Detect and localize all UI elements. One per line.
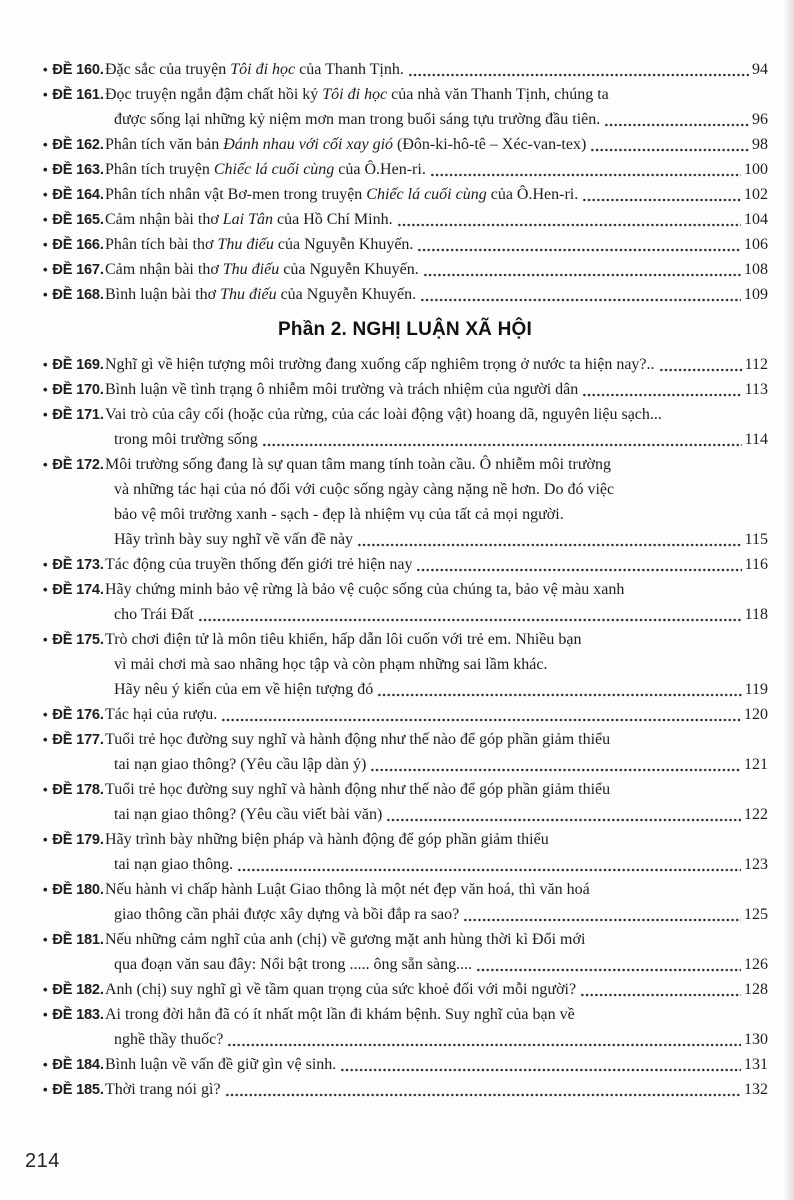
entry-page-number: 116 xyxy=(744,556,768,573)
toc-entry-line xyxy=(42,752,768,777)
text-segment: Phân tích nhân vật Bơ-men trong truyện xyxy=(105,186,367,203)
toc-entry-line xyxy=(42,132,768,157)
text-segment: tai nạn giao thông? (Yêu cầu lập dàn ý) xyxy=(114,756,367,773)
bullet-icon: • xyxy=(43,1007,48,1022)
text-segment: Tuổi trẻ học đường suy nghĩ và hành động như thế nào để góp phần giảm thiểu xyxy=(105,781,611,798)
entry-number: ĐỀ 163. xyxy=(52,162,104,178)
bullet-icon: • xyxy=(43,882,48,897)
dot-leader xyxy=(604,120,749,132)
entry-text xyxy=(105,452,611,477)
entry-text xyxy=(114,427,258,452)
entry-label xyxy=(42,207,105,232)
dot-leader xyxy=(225,1090,741,1102)
toc-entry-line xyxy=(42,1077,768,1102)
entry-text xyxy=(105,352,655,377)
bullet-icon: • xyxy=(43,632,48,647)
entry-text xyxy=(114,652,547,677)
text-segment: Vai trò của cây cối (hoặc của rừng, của các loài động vật) hoang dã, nguyên liệu sạch... xyxy=(105,406,662,423)
toc-entry xyxy=(42,1077,768,1102)
toc-entry-line xyxy=(42,157,768,182)
toc-entry xyxy=(42,132,768,157)
entry-label xyxy=(42,1077,105,1102)
toc-entry xyxy=(42,232,768,257)
entry-number: ĐỀ 172. xyxy=(52,457,104,473)
toc-entry-line xyxy=(42,527,768,552)
dot-leader xyxy=(423,270,741,282)
entry-number: ĐỀ 185. xyxy=(52,1082,104,1098)
entry-number: ĐỀ 177. xyxy=(52,732,104,748)
toc-entry xyxy=(42,727,768,777)
entry-text xyxy=(105,1002,575,1027)
dot-leader xyxy=(370,765,741,777)
text-segment: tai nạn giao thông? (Yêu cầu viết bài văn) xyxy=(114,806,383,823)
bullet-icon: • xyxy=(43,212,48,227)
toc-entry-line xyxy=(42,877,768,902)
entry-page-number: 112 xyxy=(744,356,768,373)
entry-text xyxy=(114,527,353,552)
entry-text xyxy=(105,82,609,107)
entry-page-number: 125 xyxy=(744,906,768,923)
entry-text xyxy=(105,132,586,157)
entry-number: ĐỀ 160. xyxy=(52,62,104,78)
text-segment: của Nguyễn Khuyến. xyxy=(273,236,414,253)
text-segment: Bình luận bài thơ xyxy=(105,286,221,303)
entry-text xyxy=(114,502,564,527)
bullet-icon: • xyxy=(43,87,48,102)
bullet-icon: • xyxy=(43,187,48,202)
toc-entry-line xyxy=(42,852,768,877)
entry-label xyxy=(42,927,105,952)
entry-number: ĐỀ 168. xyxy=(52,287,104,303)
toc-entry-line xyxy=(42,452,768,477)
text-segment: Phân tích văn bản xyxy=(105,136,224,153)
toc-entry xyxy=(42,927,768,977)
entry-number: ĐỀ 181. xyxy=(52,932,104,948)
entry-number: ĐỀ 169. xyxy=(52,357,104,373)
text-segment: Nếu hành vi chấp hành Luật Giao thông là một nét đẹp văn hoá, thì văn hoá xyxy=(105,881,590,898)
bullet-icon: • xyxy=(43,707,48,722)
toc-entry-line xyxy=(42,402,768,427)
toc-entry xyxy=(42,257,768,282)
text-segment: Nghĩ gì về hiện tượng môi trường đang xuống cấp nghiêm trọng ở nước ta hiện nay?.. xyxy=(105,356,655,373)
entry-text xyxy=(105,777,610,802)
bullet-icon: • xyxy=(43,382,48,397)
toc-entry-line xyxy=(42,107,768,132)
bullet-icon: • xyxy=(43,982,48,997)
entry-number: ĐỀ 161. xyxy=(52,87,104,103)
entry-label xyxy=(42,1052,105,1077)
entry-page-number: 122 xyxy=(744,806,768,823)
entry-page-number: 132 xyxy=(744,1081,768,1098)
toc-part2-social-essay-entries xyxy=(42,352,768,1102)
bullet-icon: • xyxy=(43,287,48,302)
text-segment: của Thanh Tịnh. xyxy=(295,61,404,78)
text-segment: bảo vệ môi trường xanh - sạch - đẹp là nhiệm vụ của tất cả mọi người. xyxy=(114,506,564,523)
toc-entry xyxy=(42,352,768,377)
text-segment: cho Trái Đất xyxy=(114,606,194,623)
toc-entry-line xyxy=(42,677,768,702)
text-segment: của Ô.Hen-ri. xyxy=(486,186,579,203)
text-segment: nghề thầy thuốc? xyxy=(114,1031,224,1048)
toc-entry-line xyxy=(42,902,768,927)
entry-label xyxy=(42,257,105,282)
entry-text xyxy=(114,852,233,877)
entry-page-number: 108 xyxy=(744,261,768,278)
text-segment: Anh (chị) suy nghĩ gì về tầm quan trọng của sức khoẻ đối với mỗi người? xyxy=(105,981,577,998)
entry-number: ĐỀ 174. xyxy=(52,582,104,598)
toc-entry xyxy=(42,1052,768,1077)
entry-label xyxy=(42,827,105,852)
entry-number: ĐỀ 176. xyxy=(52,707,104,723)
text-segment: Trò chơi điện tử là môn tiêu khiển, hấp dẫn lôi cuốn với trẻ em. Nhiều bạn xyxy=(105,631,582,648)
entry-text xyxy=(105,207,393,232)
toc-entry-line xyxy=(42,257,768,282)
work-title: Chiếc lá cuối cùng xyxy=(213,161,335,178)
entry-label xyxy=(42,452,105,477)
text-segment: của Ô.Hen-ri. xyxy=(334,161,426,178)
entry-label xyxy=(42,132,105,157)
page-number-footer: 214 xyxy=(25,1150,60,1172)
work-title: Chiếc lá cuối cùng xyxy=(366,186,487,203)
entry-page-number: 121 xyxy=(744,756,768,773)
toc-entry-line xyxy=(42,777,768,802)
work-title: Lai Tân xyxy=(222,211,274,228)
dot-leader xyxy=(582,390,741,402)
entry-number: ĐỀ 182. xyxy=(52,982,104,998)
work-title: Tôi đi học xyxy=(230,61,296,78)
entry-page-number: 123 xyxy=(744,856,768,873)
text-segment: Hãy chứng minh bảo vệ rừng là bảo vệ cuộc sống của chúng ta, bảo vệ màu xanh xyxy=(105,581,625,598)
toc-entry-line xyxy=(42,802,768,827)
toc-entry xyxy=(42,282,768,307)
bullet-icon: • xyxy=(43,732,48,747)
text-segment: Tác động của truyền thống đến giới trẻ hiện nay xyxy=(105,556,413,573)
toc-entry-line xyxy=(42,952,768,977)
entry-text xyxy=(105,877,590,902)
toc-entry-line xyxy=(42,627,768,652)
dot-leader xyxy=(463,915,741,927)
entry-label xyxy=(42,627,105,652)
toc-entry-line xyxy=(42,82,768,107)
entry-text xyxy=(105,232,413,257)
toc-entry xyxy=(42,827,768,877)
entry-page-number: 96 xyxy=(752,111,768,128)
toc-entry xyxy=(42,1002,768,1052)
toc-entry xyxy=(42,82,768,132)
text-segment: Ai trong đời hẳn đã có ít nhất một lần đi khám bệnh. Suy nghĩ của bạn về xyxy=(105,1006,575,1023)
toc-entry xyxy=(42,452,768,552)
bullet-icon: • xyxy=(43,557,48,572)
toc-entry-line xyxy=(42,207,768,232)
entry-text xyxy=(105,377,578,402)
entry-text xyxy=(114,107,600,132)
toc-entry-line xyxy=(42,477,768,502)
bullet-icon: • xyxy=(43,262,48,277)
entry-label xyxy=(42,182,105,207)
bullet-icon: • xyxy=(43,357,48,372)
entry-page-number: 106 xyxy=(744,236,768,253)
entry-label xyxy=(42,157,105,182)
text-segment: qua đoạn văn sau đây: Nổi bật trong ..... ông sẵn sàng.... xyxy=(114,956,473,973)
text-segment: trong môi trường sống xyxy=(114,431,258,448)
entry-text xyxy=(105,1052,336,1077)
toc-entry xyxy=(42,702,768,727)
text-segment: và những tác hại của nó đối với cuộc sống ngày càng nặng nề hơn. Do đó việc xyxy=(114,481,615,498)
text-segment: vì mải chơi mà sao nhãng học tập và còn phạm những sai lầm khác. xyxy=(114,656,548,673)
text-segment: Phân tích bài thơ xyxy=(105,236,218,253)
text-segment: Đặc sắc của truyện xyxy=(105,61,231,78)
dot-leader xyxy=(408,70,749,82)
text-segment: (Đôn-ki-hô-tê – Xéc-van-tex) xyxy=(393,136,587,153)
bullet-icon: • xyxy=(43,1082,48,1097)
toc-entry-line xyxy=(42,502,768,527)
entry-number: ĐỀ 180. xyxy=(52,882,104,898)
text-segment: Bình luận về vấn đề giữ gìn vệ sinh. xyxy=(105,1056,337,1073)
bullet-icon: • xyxy=(43,162,48,177)
entry-page-number: 115 xyxy=(744,531,768,548)
toc-entry-line xyxy=(42,552,768,577)
entry-text xyxy=(105,627,581,652)
dot-leader xyxy=(262,440,742,452)
entry-text xyxy=(105,977,576,1002)
toc-entry-line xyxy=(42,702,768,727)
toc-entry-line xyxy=(42,282,768,307)
entry-page-number: 98 xyxy=(752,136,768,153)
dot-leader xyxy=(397,220,741,232)
toc-entry xyxy=(42,627,768,702)
dot-leader xyxy=(386,815,741,827)
dot-leader xyxy=(590,145,749,157)
entry-number: ĐỀ 170. xyxy=(52,382,104,398)
entry-label xyxy=(42,577,105,602)
entry-text xyxy=(105,257,419,282)
entry-text xyxy=(114,602,194,627)
entry-label xyxy=(42,232,105,257)
entry-page-number: 104 xyxy=(744,211,768,228)
bullet-icon: • xyxy=(43,832,48,847)
toc-entry-line xyxy=(42,1002,768,1027)
toc-entry-line xyxy=(42,977,768,1002)
entry-page-number: 114 xyxy=(744,431,768,448)
entry-label xyxy=(42,552,105,577)
bullet-icon: • xyxy=(43,1057,48,1072)
toc-entry-line xyxy=(42,182,768,207)
entry-number: ĐỀ 178. xyxy=(52,782,104,798)
entry-number: ĐỀ 164. xyxy=(52,187,104,203)
toc-entry-line xyxy=(42,652,768,677)
entry-label xyxy=(42,57,105,82)
text-segment: Hãy trình bày suy nghĩ về vấn đề này xyxy=(114,531,354,548)
entry-text xyxy=(114,677,373,702)
entry-text xyxy=(105,282,416,307)
dot-leader xyxy=(198,615,742,627)
entry-page-number: 128 xyxy=(744,981,768,998)
bullet-icon: • xyxy=(43,457,48,472)
text-segment: Tuổi trẻ học đường suy nghĩ và hành động như thế nào để góp phần giảm thiểu xyxy=(105,731,611,748)
work-title: Tôi đi học xyxy=(322,86,388,103)
entry-page-number: 126 xyxy=(744,956,768,973)
entry-page-number: 131 xyxy=(744,1056,768,1073)
toc-entry-line xyxy=(42,427,768,452)
entry-label xyxy=(42,82,105,107)
text-segment: của Hồ Chí Minh. xyxy=(273,211,393,228)
toc-entry xyxy=(42,402,768,452)
text-segment: tai nạn giao thông. xyxy=(114,856,234,873)
entry-text xyxy=(105,182,578,207)
toc-entry xyxy=(42,777,768,827)
dot-leader xyxy=(582,195,741,207)
text-segment: Thời trang nói gì? xyxy=(105,1081,221,1098)
entry-text xyxy=(114,477,614,502)
entry-page-number: 118 xyxy=(744,606,768,623)
dot-leader xyxy=(357,540,742,552)
entry-number: ĐỀ 173. xyxy=(52,557,104,573)
toc-entry-line xyxy=(42,827,768,852)
toc-entry xyxy=(42,207,768,232)
toc-entry xyxy=(42,577,768,627)
toc-part1-literature-entries xyxy=(42,57,768,307)
work-title: Đánh nhau với cối xay gió xyxy=(223,136,394,153)
entry-number: ĐỀ 166. xyxy=(52,237,104,253)
toc-entry-line xyxy=(42,232,768,257)
entry-label xyxy=(42,977,105,1002)
text-segment: Bình luận về tình trạng ô nhiễm môi trường và trách nhiệm của người dân xyxy=(105,381,579,398)
entry-text xyxy=(105,402,662,427)
entry-number: ĐỀ 162. xyxy=(52,137,104,153)
text-segment: Phân tích truyện xyxy=(105,161,214,178)
entry-label xyxy=(42,352,105,377)
entry-number: ĐỀ 183. xyxy=(52,1007,104,1023)
toc-entry-line xyxy=(42,1052,768,1077)
entry-label xyxy=(42,727,105,752)
work-title: Thu điếu xyxy=(220,286,277,303)
dot-leader xyxy=(227,1040,741,1052)
bullet-icon: • xyxy=(43,582,48,597)
text-segment: Tác hại của rượu. xyxy=(105,706,218,723)
entry-label xyxy=(42,1002,105,1027)
entry-page-number: 94 xyxy=(752,61,768,78)
bullet-icon: • xyxy=(43,237,48,252)
toc-entry xyxy=(42,157,768,182)
dot-leader xyxy=(430,170,741,182)
dot-leader xyxy=(377,690,741,702)
entry-text xyxy=(105,157,426,182)
entry-number: ĐỀ 167. xyxy=(52,262,104,278)
entry-page-number: 109 xyxy=(744,286,768,303)
toc-entry-line xyxy=(42,57,768,82)
text-segment: giao thông cần phải được xây dựng và bồi đắp ra sao? xyxy=(114,906,460,923)
dot-leader xyxy=(237,865,741,877)
toc-entry-line xyxy=(42,1027,768,1052)
dot-leader xyxy=(580,990,741,1002)
dot-leader xyxy=(659,365,742,377)
entry-text xyxy=(105,57,404,82)
toc-entry xyxy=(42,57,768,82)
entry-text xyxy=(114,1027,223,1052)
entry-text xyxy=(105,927,585,952)
entry-page-number: 113 xyxy=(744,381,768,398)
entry-number: ĐỀ 179. xyxy=(52,832,104,848)
entry-text xyxy=(105,1077,221,1102)
bullet-icon: • xyxy=(43,137,48,152)
entry-text xyxy=(105,577,624,602)
bullet-icon: • xyxy=(43,62,48,77)
entry-label xyxy=(42,377,105,402)
toc-entry-line xyxy=(42,927,768,952)
toc-entry xyxy=(42,977,768,1002)
entry-number: ĐỀ 171. xyxy=(52,407,104,423)
text-segment: của Nguyễn Khuyến. xyxy=(279,261,419,278)
entry-page-number: 120 xyxy=(744,706,768,723)
entry-text xyxy=(105,552,412,577)
toc-entry xyxy=(42,552,768,577)
dot-leader xyxy=(340,1065,741,1077)
toc-entry-line xyxy=(42,377,768,402)
toc-entry xyxy=(42,182,768,207)
dot-leader xyxy=(221,715,741,727)
dot-leader xyxy=(476,965,741,977)
entry-page-number: 100 xyxy=(744,161,768,178)
toc-entry-line xyxy=(42,727,768,752)
dot-leader xyxy=(417,245,741,257)
text-segment: Nếu những cảm nghĩ của anh (chị) về gương mặt anh hùng thời kì Đổi mới xyxy=(105,931,586,948)
work-title: Thu điếu xyxy=(222,261,280,278)
bullet-icon: • xyxy=(43,932,48,947)
entry-page-number: 130 xyxy=(744,1031,768,1048)
entry-number: ĐỀ 165. xyxy=(52,212,104,228)
bullet-icon: • xyxy=(43,407,48,422)
entry-label xyxy=(42,282,105,307)
text-segment: Đọc truyện ngắn đậm chất hồi ký xyxy=(105,86,323,103)
entry-number: ĐỀ 175. xyxy=(52,632,104,648)
entry-label xyxy=(42,877,105,902)
section-header-part2: Phần 2. NGHỊ LUẬN XÃ HỘI xyxy=(278,319,532,340)
entry-page-number: 102 xyxy=(744,186,768,203)
entry-text xyxy=(114,902,459,927)
entry-text xyxy=(114,802,382,827)
text-segment: Môi trường sống đang là sự quan tâm mang tính toàn cầu. Ô nhiễm môi trường xyxy=(105,456,611,473)
entry-text xyxy=(114,952,472,977)
toc-entry-line xyxy=(42,352,768,377)
toc-entry-line xyxy=(42,577,768,602)
entry-label xyxy=(42,702,105,727)
text-segment: của nhà văn Thanh Tịnh, chúng ta xyxy=(387,86,609,103)
dot-leader xyxy=(416,565,741,577)
entry-text xyxy=(114,752,366,777)
text-segment: của Nguyễn Khuyến. xyxy=(276,286,417,303)
text-segment: Hãy trình bày những biện pháp và hành động để góp phần giảm thiểu xyxy=(105,831,549,848)
text-segment: được sống lại những kỷ niệm mơn man trong buổi sáng tựu trường đầu tiên. xyxy=(114,111,601,128)
dot-leader xyxy=(420,295,741,307)
toc-entry-line xyxy=(42,602,768,627)
toc-entry xyxy=(42,377,768,402)
entry-text xyxy=(105,702,217,727)
entry-text xyxy=(105,827,549,852)
entry-number: ĐỀ 184. xyxy=(52,1057,104,1073)
entry-label xyxy=(42,777,105,802)
entry-text xyxy=(105,727,610,752)
text-segment: Cảm nhận bài thơ xyxy=(105,261,223,278)
text-segment: Cảm nhận bài thơ xyxy=(105,211,223,228)
text-segment: Hãy nêu ý kiến của em về hiện tượng đó xyxy=(114,681,374,698)
bullet-icon: • xyxy=(43,782,48,797)
toc-entry xyxy=(42,877,768,927)
entry-label xyxy=(42,402,105,427)
work-title: Thu điếu xyxy=(217,236,274,253)
entry-page-number: 119 xyxy=(744,681,768,698)
